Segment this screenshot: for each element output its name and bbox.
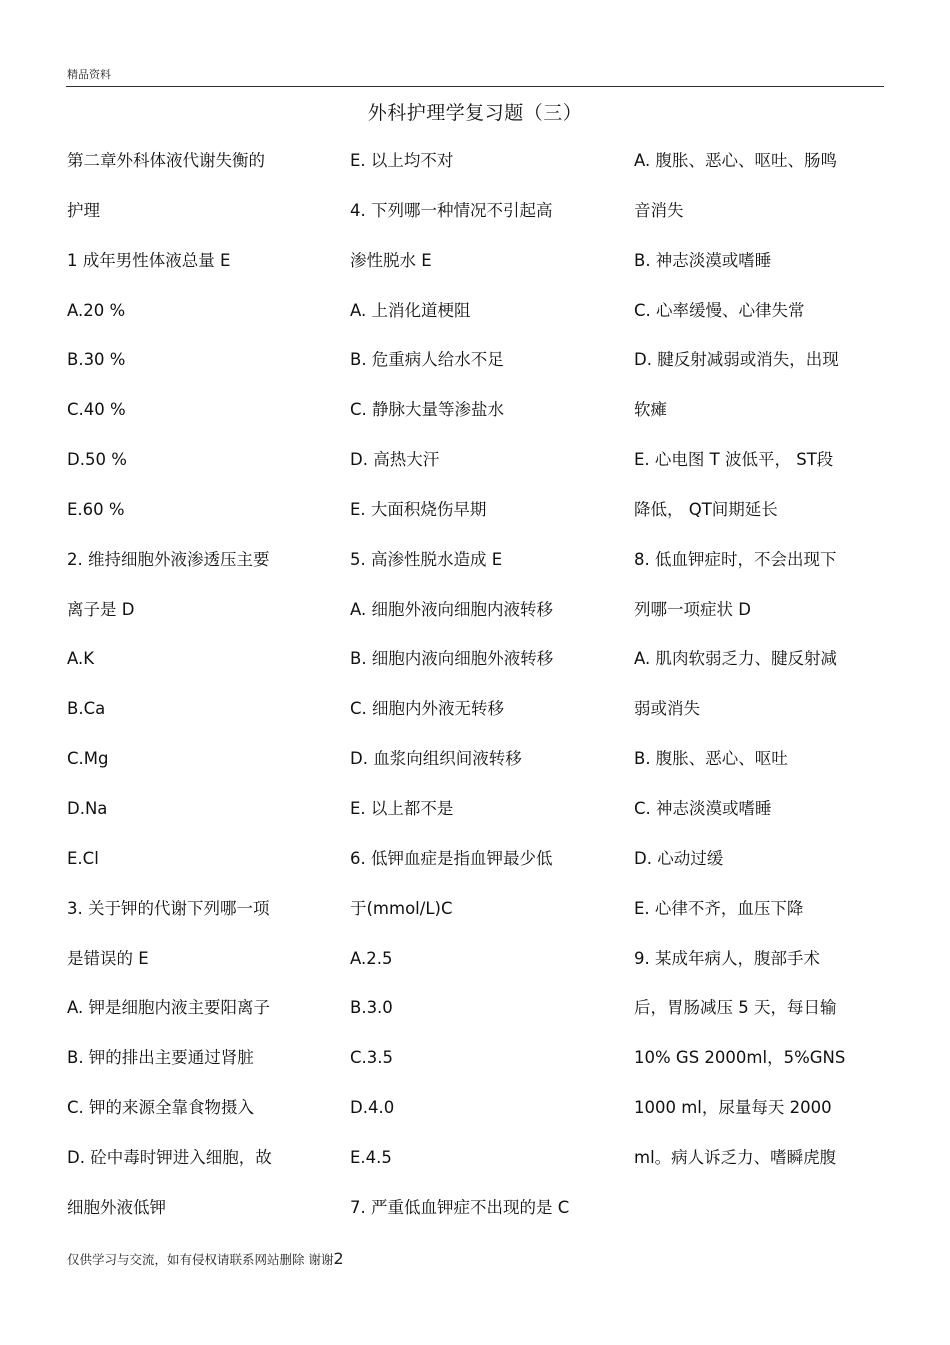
text-line: A.K [67,649,95,669]
text-line: 软瘫 [634,400,667,420]
text-line: 7. 严重低血钾症不出现的是 C [350,1197,570,1217]
text-line: E. 心律不齐，血压下降 [634,898,804,918]
text-line: E. 大面积烧伤早期 [350,499,487,519]
text-line: 1000 ml，尿量每天 2000 [634,1098,832,1118]
text-line: C. 细胞内外液无转移 [350,699,505,719]
text-line: 3. 关于钾的代谢下列哪一项 [67,898,270,918]
header-divider [66,86,884,87]
text-line: D. 心动过缓 [634,848,724,868]
text-line: 9. 某成年病人，腹部手术 [634,948,820,968]
text-line: 10% GS 2000ml，5%GNS [634,1048,846,1068]
text-line: E.4.5 [350,1147,392,1167]
text-line: B.3.0 [350,998,393,1018]
page-number: 2 [333,1249,344,1268]
text-line: B. 腹胀、恶心、呕吐 [634,749,788,769]
text-line: C. 心率缓慢、心律失常 [634,300,805,320]
text-line: E.60 % [67,499,125,519]
footer [67,1249,344,1268]
header-label: 精品资料 [67,68,111,81]
text-line: 5. 高渗性脱水造成 E [350,549,503,569]
text-line: 列哪一项症状 D [634,599,751,619]
text-line: 6. 低钾血症是指血钾最少低 [350,848,553,868]
text-line: A.2.5 [350,948,393,968]
text-line: A. 钾是细胞内液主要阳离子 [67,998,270,1018]
text-line: 离子是 D [67,599,135,619]
text-line: 是错误的 E [67,948,149,968]
text-column-left [67,149,337,1246]
text-line: D. 砼中毒时钾进入细胞，故 [67,1147,272,1167]
text-line: B. 钾的排出主要通过肾脏 [67,1048,254,1068]
text-line: B. 神志淡漠或嗜睡 [634,250,772,270]
text-line: E. 以上都不是 [350,798,454,818]
text-line: D. 血浆向组织间液转移 [350,749,522,769]
text-line: C.40 % [67,400,126,420]
text-column-right [634,149,904,1196]
text-line: 8. 低血钾症时，不会出现下 [634,549,837,569]
text-line: D.4.0 [350,1098,395,1118]
text-line: 于(mmol/L)C [350,898,453,918]
text-line: D.50 % [67,450,127,470]
text-line: 1 成年男性体液总量 E [67,250,231,270]
text-line: 细胞外液低钾 [67,1197,166,1217]
text-line: 降低， QT间期延长 [634,499,778,519]
text-line: A. 腹胀、恶心、呕吐、肠鸣 [634,151,837,170]
text-line: B. 危重病人给水不足 [350,350,504,370]
text-line: C. 神志淡漠或嗜睡 [634,798,772,818]
text-line: B.Ca [67,699,106,719]
text-line: E. 心电图 T 波低平， ST段 [634,450,834,470]
text-line: A.20 % [67,300,126,320]
text-line: 4. 下列哪一种情况不引起高 [350,200,553,220]
text-line: C.Mg [67,749,109,769]
text-line: 后，胃肠减压 5 天，每日输 [634,998,837,1018]
text-line: 2. 维持细胞外液渗透压主要 [67,549,270,569]
text-line: 渗性脱水 E [350,250,432,270]
text-line: E. 以上均不对 [350,151,454,170]
text-line: C.3.5 [350,1048,394,1068]
text-line: ml。病人诉乏力、嗜瞬虎腹 [634,1147,837,1167]
text-line: 音消失 [634,200,684,220]
text-line: A. 肌肉软弱乏力、腱反射减 [634,649,837,669]
text-line: A. 细胞外液向细胞内液转移 [350,599,553,619]
text-line: 弱或消失 [634,699,700,719]
text-line: D. 腱反射减弱或消失，出现 [634,350,839,370]
page-title: 外科护理学复习题（三） [367,102,583,124]
text-line: D. 高热大汗 [350,450,440,470]
text-line: 第二章外科体液代谢失衡的 [67,151,265,170]
text-line: D.Na [67,798,108,818]
text-line: E.Cl [67,848,99,868]
text-line: C. 钾的来源全靠食物摄入 [67,1098,255,1118]
text-line: A. 上消化道梗阻 [350,300,471,320]
text-line: 护理 [67,200,100,220]
footer-notice: 仅供学习与交流，如有侵权请联系网站删除 谢谢 [67,1252,334,1267]
text-column-middle [350,149,620,1246]
text-line: B.30 % [67,350,126,370]
text-line: B. 细胞内液向细胞外液转移 [350,649,554,669]
text-line: C. 静脉大量等渗盐水 [350,400,505,420]
